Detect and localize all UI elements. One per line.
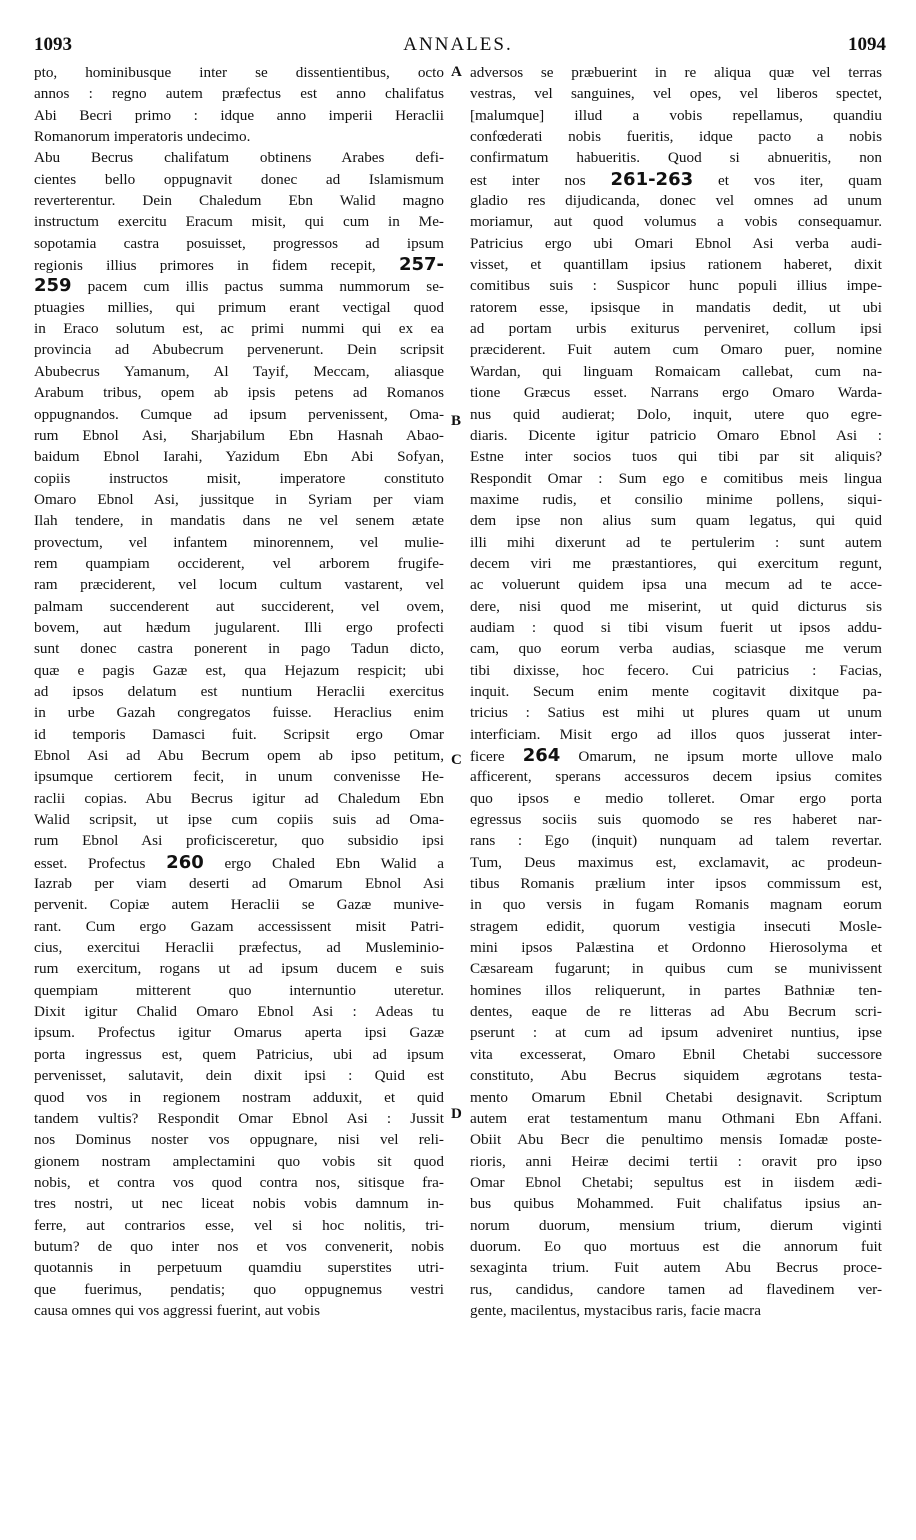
- right-column-line: rus, candidus, candore tamen ad flavedinem ver-: [470, 1280, 882, 1298]
- right-column-line: pserunt : at cum ad ipsum adveniret nuntius, ipse: [470, 1024, 882, 1042]
- right-column-line: egressus sociis suis quomodo se res haberet nar-: [470, 811, 882, 829]
- right-column-line: gente, macilentus, mystacibus raris, facie macra: [470, 1301, 761, 1319]
- right-column-line: ad portam urbis exiturus perveniret, collum ipsi: [470, 320, 882, 338]
- right-column-line: interficiam. Misit ergo ad illos quos jusserat inter-: [470, 725, 882, 743]
- left-column-line: Abi Becri primo : idque anno imperii Heraclii: [34, 106, 444, 124]
- left-column-line: ram præciderent, vel locum cultum vastarent, vel: [34, 576, 444, 594]
- right-column-line: dem ipse non alius sum quam legatus, qui quid: [470, 512, 882, 530]
- left-column-line: Iazrab per viam deserti ad Omarum Ebnol Asi: [34, 875, 444, 893]
- margin-marker-c: C: [451, 752, 462, 768]
- left-column-line: rum Ebnol Asi proficisceretur, quo subsidio ipsi: [34, 832, 444, 850]
- right-text-column: [470, 62, 882, 1321]
- left-column-line: butum? de quo inter nos et vos convenerit, nobis: [34, 1237, 444, 1255]
- right-column-line: maxime rudis, et consilio minime pollens, siqui-: [470, 490, 882, 508]
- right-column-line: Patricius ergo ubi Omari Ebnol Asi verba audi-: [470, 234, 882, 252]
- left-column-line: sunt donec castra ponerent in pago Tadun dicto,: [34, 640, 444, 658]
- right-column-line: illi mihi dixerunt ad te pertulerim : sunt autem: [470, 533, 882, 551]
- left-column-line: cius, exercitui Heraclii præfectus, ad Musleminio-: [34, 939, 444, 957]
- left-column-line: provectum, vel infantem minorennem, vel mulie-: [34, 533, 444, 551]
- folio-number: 259: [34, 275, 72, 297]
- right-column-line: est inter nos 261-263 et vos iter, quam: [470, 168, 882, 190]
- right-column-line: bus quibus Mohammed. Fuit chalifatus ipsius an-: [470, 1195, 882, 1213]
- right-column-line: stragem edidit, quorum vestigia insecuti Mosle-: [470, 917, 882, 935]
- right-column-line: tibi dixisse, hoc fecero. Cui patricius : Facias,: [470, 661, 882, 679]
- left-column-line: sopotamia castra posuisset, progressos ad ipsum: [34, 234, 444, 252]
- folio-number: 264: [522, 745, 561, 766]
- left-column-line: instructum exercitu Eracum misit, qui cum in Me-: [34, 213, 444, 231]
- left-column-line: rum Ebnol Asi, Sharjabilum Ebn Hasnah Abao-: [34, 426, 444, 444]
- left-column-line: baidum Ebnol Iarahi, Yazidum Ebn Abi Sofyan,: [34, 448, 444, 466]
- right-column-line: diaris. Dicente igitur patricio Omaro Ebnol Asi :: [470, 426, 882, 444]
- left-column-line: rem quampiam occiderent, vel arborem frugife-: [34, 554, 444, 572]
- left-column-line: copiis instructos misit, imperatore constituto: [34, 469, 444, 487]
- left-column-line: que fuerimus, pendatis; quo oppugnemus vestri: [34, 1280, 444, 1298]
- right-column-line: Respondit Omar : Sum ego e comitibus meis lingua: [470, 469, 882, 487]
- left-column-line: pervenit. Copiæ autem Heraclii se Gazæ munive-: [34, 896, 444, 914]
- left-column-line: id temporis Damasci fuit. Scripsit ergo Omar: [34, 725, 444, 743]
- right-column-line: audiam : quod si tibi visum fuerit ut ipsos addu-: [470, 618, 882, 636]
- left-column-line: nobis, et contra vos quod contra nos, sitisque fra-: [34, 1173, 444, 1191]
- left-column-line: raclii copias. Abu Becrus igitur ad Chaledum Ebn: [34, 789, 444, 807]
- folio-number: 260: [166, 851, 204, 873]
- right-column-line: in quo versis in fugam Romanis magnam eorum: [470, 896, 882, 914]
- right-column-line: decem viri me præstantiores, qui exercitum regunt,: [470, 554, 882, 572]
- page-number-left: 1093: [34, 34, 72, 55]
- right-column-line: ac voluerunt quidem ipsa una mecum ad te acce-: [470, 576, 882, 594]
- right-column-line: [malumque] illud a vobis repellamus, quandiu: [470, 106, 882, 124]
- right-column-line: constituto, Abu Becrus siquidem ægrotans testa-: [470, 1067, 882, 1085]
- right-column-line: Estne inter socios tuos qui tibi par sit aliquis?: [470, 448, 882, 466]
- right-column-line: visset, et quantillam ipsius rationem haberet, dixit: [470, 256, 882, 274]
- left-column-line: ptuagies millies, qui primum erant vectigal quod: [34, 298, 444, 316]
- left-column-line: annos : regno autem præfectus est anno chalifatus: [34, 85, 444, 103]
- right-column-line: inquit. Secum enim mente cogitavit dixitque pa-: [470, 682, 882, 700]
- left-column-line: Omaro Ebnol Asi, jussitque in Syriam per viam: [34, 490, 444, 508]
- right-column-line: dere, nisi quod me miserint, ut quid dicturus sis: [470, 597, 882, 615]
- left-column-line: cientes bello oppugnavit donec ad Islamismum: [34, 170, 444, 188]
- right-column-line: Tum, Deus maximus est, exclamavit, ac prodeun-: [470, 853, 882, 871]
- right-column-line: norum duorum, mensium trium, dierum viginti: [470, 1216, 882, 1234]
- right-column-line: confœderati nobis fueritis, idque pacto a nobis: [470, 128, 882, 146]
- left-column-line: pto, hominibusque inter se dissentientibus, octo: [34, 64, 444, 81]
- right-column-line: Obiit Abu Becr die penultimo mensis Iomadæ poste-: [470, 1131, 882, 1149]
- left-column-line: rum exercitum, rogans ut ad ipsum ducem e suis: [34, 960, 444, 978]
- right-column-line: nus quid audierat; Dolo, inquit, utere quo egre-: [470, 405, 882, 423]
- running-header: [30, 34, 886, 60]
- left-column-line: reverterentur. Dein Chaledum Ebn Walid magno: [34, 192, 444, 210]
- right-column-line: homines illos reliquerunt, in partes Bathniæ ten-: [470, 981, 882, 999]
- right-column-line: sexaginta trium. Fuit autem Abu Becrus proce-: [470, 1259, 882, 1277]
- right-column-line: comitibus suis : Suspicor hunc populi illius impe-: [470, 277, 882, 295]
- right-column-line: tibus Romanis prælium inter ipsos commissum est,: [470, 875, 882, 893]
- left-column-line: gionem nostram amplectamini quo vobis sit quod: [34, 1152, 444, 1170]
- right-column-line: ratorem esse, ipsisque in mandatis dedit, ut ubi: [470, 298, 882, 316]
- right-column-line: duorum. Eo quo mortuus est die annorum fuit: [470, 1237, 882, 1255]
- left-column-line: regionis illius primores in fidem recepit, 257-: [34, 254, 444, 276]
- left-column-line: bovem, aut hædum jugularent. Illi ergo profecti: [34, 618, 444, 636]
- left-column-line: 259 pacem cum illis pactus summa nummorum se-: [34, 275, 444, 297]
- margin-marker-b: B: [451, 413, 462, 429]
- right-column-line: ficere 264 Omarum, ne ipsum morte ullove malo: [470, 745, 882, 766]
- left-column-line: Abubecrus Yamanum, Al Tayif, Meccam, aliasque: [34, 362, 444, 380]
- left-column-line: Romanorum imperatoris undecimo.: [34, 128, 251, 146]
- right-column-line: Cæsaream fugarunt; in quibus cum se munivissent: [470, 960, 882, 978]
- folio-number: 257-: [398, 254, 444, 276]
- left-column-line: Arabum tribus, opem ab ipsis petens ad Romanos: [34, 384, 444, 402]
- left-column-line: Ebnol Asi ad Abu Becrum opem ab ipso petitum,: [34, 747, 444, 764]
- right-column-line: afficerent, sperans accessuros decem ipsius comites: [470, 768, 882, 786]
- left-column-line: porta ingressus est, quem Patricius, ubi ad ipsum: [34, 1045, 444, 1063]
- right-column-line: Omar Ebnol Chetabi; sepultus est in iisdem ædi-: [470, 1173, 882, 1191]
- right-column-line: autem erat testamentum manu Othmani Ebn Affani.: [470, 1109, 882, 1127]
- left-column-line: in Eraco solutum est, ac primi nummi qui ex ea: [34, 320, 444, 338]
- right-column-line: confirmatum habueritis. Quod si abnueritis, non: [470, 149, 882, 167]
- left-column-line: esset. Profectus 260 ergo Chaled Ebn Walid a: [34, 851, 444, 873]
- right-column-line: vestras, vel sanguines, vel opes, vel liberos spectet,: [470, 85, 882, 103]
- running-title: ANNALES.: [403, 34, 513, 55]
- left-column-line: tres nostri, ut nec liceat nobis vobis damnum in-: [34, 1195, 444, 1213]
- right-column-line: quo ipsos e medio tolleret. Omar ergo porta: [470, 789, 882, 807]
- right-column-line: dentes, eaque de re litteras ad Abu Becrum scri-: [470, 1003, 882, 1021]
- left-column-line: causa omnes qui vos aggressi fuerint, aut vobis: [34, 1301, 320, 1319]
- left-column-line: Abu Becrus chalifatum obtinens Arabes defi-: [34, 149, 444, 167]
- page-number-right: 1094: [848, 34, 886, 55]
- left-column-line: tandem vultis? Respondit Omar Ebnol Asi : Jussit: [34, 1109, 444, 1127]
- right-column-line: adversos se præbuerint in re aliqua quæ vel terras: [470, 64, 882, 81]
- left-column-line: quotannis in perpetuum quamdiu superstites utri-: [34, 1259, 444, 1277]
- right-column-line: rans : Ego (inquit) nunquam ad talem revertar.: [470, 832, 882, 850]
- left-column-line: Dixit igitur Chalid Omaro Ebnol Asi : Adeas tu: [34, 1003, 444, 1021]
- left-column-line: quod vos in regionem nostram adduxit, et quid: [34, 1088, 444, 1106]
- right-column-line: mini ipsos Palæstina et Ordonno Hierosolyma et: [470, 939, 882, 957]
- right-column-line: vita excesserat, Omaro Ebnil Chetabi successore: [470, 1045, 882, 1063]
- margin-marker-a: A: [451, 64, 462, 80]
- left-column-line: pervenisset, salutavit, dein dixit ipsi : Quid est: [34, 1067, 444, 1085]
- folio-number: 261-263: [610, 168, 694, 190]
- left-column-line: palmam succenderent aut succiderent, vel ovem,: [34, 597, 444, 615]
- left-column-line: Walid scripsit, ut ipse cum copiis suis ad Oma-: [34, 811, 444, 829]
- left-column-line: ipsumque certiorem fecit, in unum convenisse He-: [34, 768, 444, 786]
- left-column-line: rant. Cum ergo Gazam accessissent misit Patri-: [34, 917, 444, 935]
- right-column-line: præciderent. Fuit autem cum Omaro puer, nomine: [470, 341, 882, 359]
- left-column-line: nos Dominus noster vos oppugnare, nisi vel reli-: [34, 1131, 444, 1149]
- margin-marker-d: D: [451, 1106, 462, 1122]
- left-column-line: ipsum. Profectus igitur Omarus aperta ipsi Gazæ: [34, 1024, 444, 1042]
- left-column-line: ferre, aut contrarios esse, vel si hoc nolitis, tri-: [34, 1216, 444, 1234]
- left-text-column: [34, 62, 444, 1321]
- right-column-line: Wardan, qui linguam Romaicam callebat, cum na-: [470, 362, 882, 380]
- left-column-line: quæ e pagis Gazæ est, qua Hejazum respicit; ubi: [34, 661, 444, 679]
- left-column-line: ad ipsos delatum est nuntium Heraclii exercitus: [34, 682, 444, 700]
- right-column-line: rioris, anni Heiræ decimi tertii : oravit pro ipso: [470, 1152, 882, 1170]
- right-column-line: gladio res dijudicanda, donec vel omnes ad unum: [470, 192, 882, 210]
- left-column-line: Ilah tendere, in mandatis dans ne vel senem ætate: [34, 512, 444, 530]
- left-column-line: quempiam mitterent quo internuntio uteretur.: [34, 981, 444, 999]
- left-column-line: provincia ad Abubecrum pervenerunt. Dein scripsit: [34, 341, 444, 359]
- right-column-line: cam, quo eorum verba audias, sciasque me verum: [470, 640, 882, 658]
- right-column-line: tricius : Satius est mihi ut plures quam ut unum: [470, 704, 882, 722]
- right-column-line: tione Græcus esset. Narrans ergo Omaro Warda-: [470, 384, 882, 402]
- left-column-line: in urbe Gazah congregatos fuisse. Heraclius enim: [34, 704, 444, 722]
- left-column-line: oppugnandos. Cumque ad ipsum pervenissent, Oma-: [34, 405, 444, 423]
- right-column-line: moriamur, aut quod volumus a vobis consequamur.: [470, 213, 882, 231]
- right-column-line: mento Omarum Ebnil Chetabi designavit. Scriptum: [470, 1088, 882, 1106]
